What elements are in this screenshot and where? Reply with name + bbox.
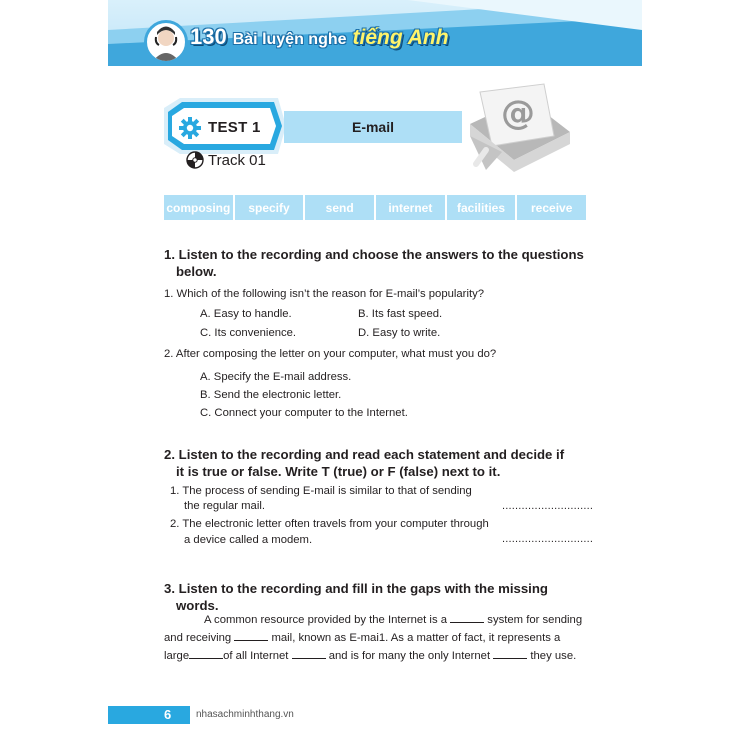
vocabulary-strip bbox=[164, 195, 586, 220]
gear-icon bbox=[178, 116, 202, 140]
question-1-option-a: A. Easy to handle. bbox=[200, 308, 292, 320]
cd-icon bbox=[186, 151, 204, 169]
section-1-heading-line2: below. bbox=[176, 264, 217, 279]
paragraph-text: A common resource provided by the Internet is a bbox=[204, 614, 448, 626]
topic-title: E-mail bbox=[284, 111, 462, 143]
gap-blank[interactable] bbox=[450, 613, 484, 623]
paragraph-text: large bbox=[164, 650, 190, 662]
gap-blank[interactable] bbox=[493, 649, 527, 659]
paragraph-text: system for sending bbox=[487, 614, 583, 626]
book-title bbox=[190, 24, 449, 58]
statement-1-line2: the regular mail. bbox=[184, 500, 265, 512]
answer-blank-2[interactable]: ............................ bbox=[502, 533, 594, 545]
section-3-heading-line2: words. bbox=[176, 598, 219, 613]
publisher-site: nhasachminhthang.vn bbox=[196, 709, 294, 720]
section-3-heading-line1: 3. Listen to the recording and fill in the gaps with the missing bbox=[164, 581, 548, 596]
book-title-middle: Bài luyện nghe bbox=[232, 31, 347, 48]
question-2-option-b: B. Send the electronic letter. bbox=[200, 389, 342, 401]
question-2-option-c: C. Connect your computer to the Internet. bbox=[200, 407, 408, 419]
section-2-heading-line1: 2. Listen to the recording and read each statement and decide if bbox=[164, 447, 565, 462]
question-2-option-a: A. Specify the E-mail address. bbox=[200, 371, 352, 383]
statement-1-line1: 1. The process of sending E-mail is similar to that of sending bbox=[170, 485, 472, 497]
paragraph-text: and is for many the only Internet bbox=[328, 650, 491, 662]
question-1-option-b: B. Its fast speed. bbox=[358, 308, 443, 320]
vocab-item: specify bbox=[235, 195, 304, 220]
vocab-item: send bbox=[305, 195, 374, 220]
book-title-number: 130 bbox=[190, 24, 227, 49]
statement-2-line1: 2. The electronic letter often travels from your computer through bbox=[170, 518, 489, 530]
section-2-heading-line2: it is true or false. Write T (true) or F (false) next to it. bbox=[176, 464, 501, 479]
page-number: 6 bbox=[164, 707, 172, 722]
paragraph-text: and receiving bbox=[164, 632, 232, 644]
section-1-heading-line1: 1. Listen to the recording and choose the answers to the questions bbox=[164, 247, 584, 262]
paragraph-text: of all Internet bbox=[223, 650, 289, 662]
paragraph-text: they use. bbox=[530, 650, 577, 662]
vocab-item: facilities bbox=[447, 195, 516, 220]
question-1-option-c: C. Its convenience. bbox=[200, 327, 297, 339]
email-envelope-icon bbox=[466, 80, 574, 176]
paragraph-text: mail, known as E-mai1. As a matter of fact, it represents a bbox=[271, 632, 561, 644]
section-1-heading bbox=[164, 246, 590, 280]
vocab-item: internet bbox=[376, 195, 445, 220]
gap-blank[interactable] bbox=[234, 631, 268, 641]
question-1-option-d: D. Easy to write. bbox=[358, 327, 441, 339]
test-number: TEST 1 bbox=[208, 119, 261, 136]
track-indicator bbox=[186, 151, 266, 169]
statement-2-line2: a device called a modem. bbox=[184, 534, 313, 546]
book-title-highlight: tiếng Anh bbox=[352, 26, 449, 49]
section-2-heading bbox=[164, 446, 590, 480]
question-2: 2. After composing the letter on your computer, what must you do? bbox=[164, 348, 497, 360]
fill-in-paragraph bbox=[164, 611, 588, 665]
question-1: 1. Which of the following isn’t the reason for E-mail’s popularity? bbox=[164, 288, 485, 300]
section-3-heading bbox=[164, 580, 590, 614]
gap-blank[interactable] bbox=[189, 649, 223, 659]
footer-bar bbox=[108, 706, 190, 724]
vocab-item: composing bbox=[164, 195, 233, 220]
svg-text:@: @ bbox=[501, 93, 535, 133]
track-label: Track 01 bbox=[208, 151, 266, 169]
gap-blank[interactable] bbox=[292, 649, 326, 659]
avatar bbox=[144, 20, 188, 64]
answer-blank-1[interactable]: ............................ bbox=[502, 500, 594, 512]
vocab-item: receive bbox=[517, 195, 586, 220]
